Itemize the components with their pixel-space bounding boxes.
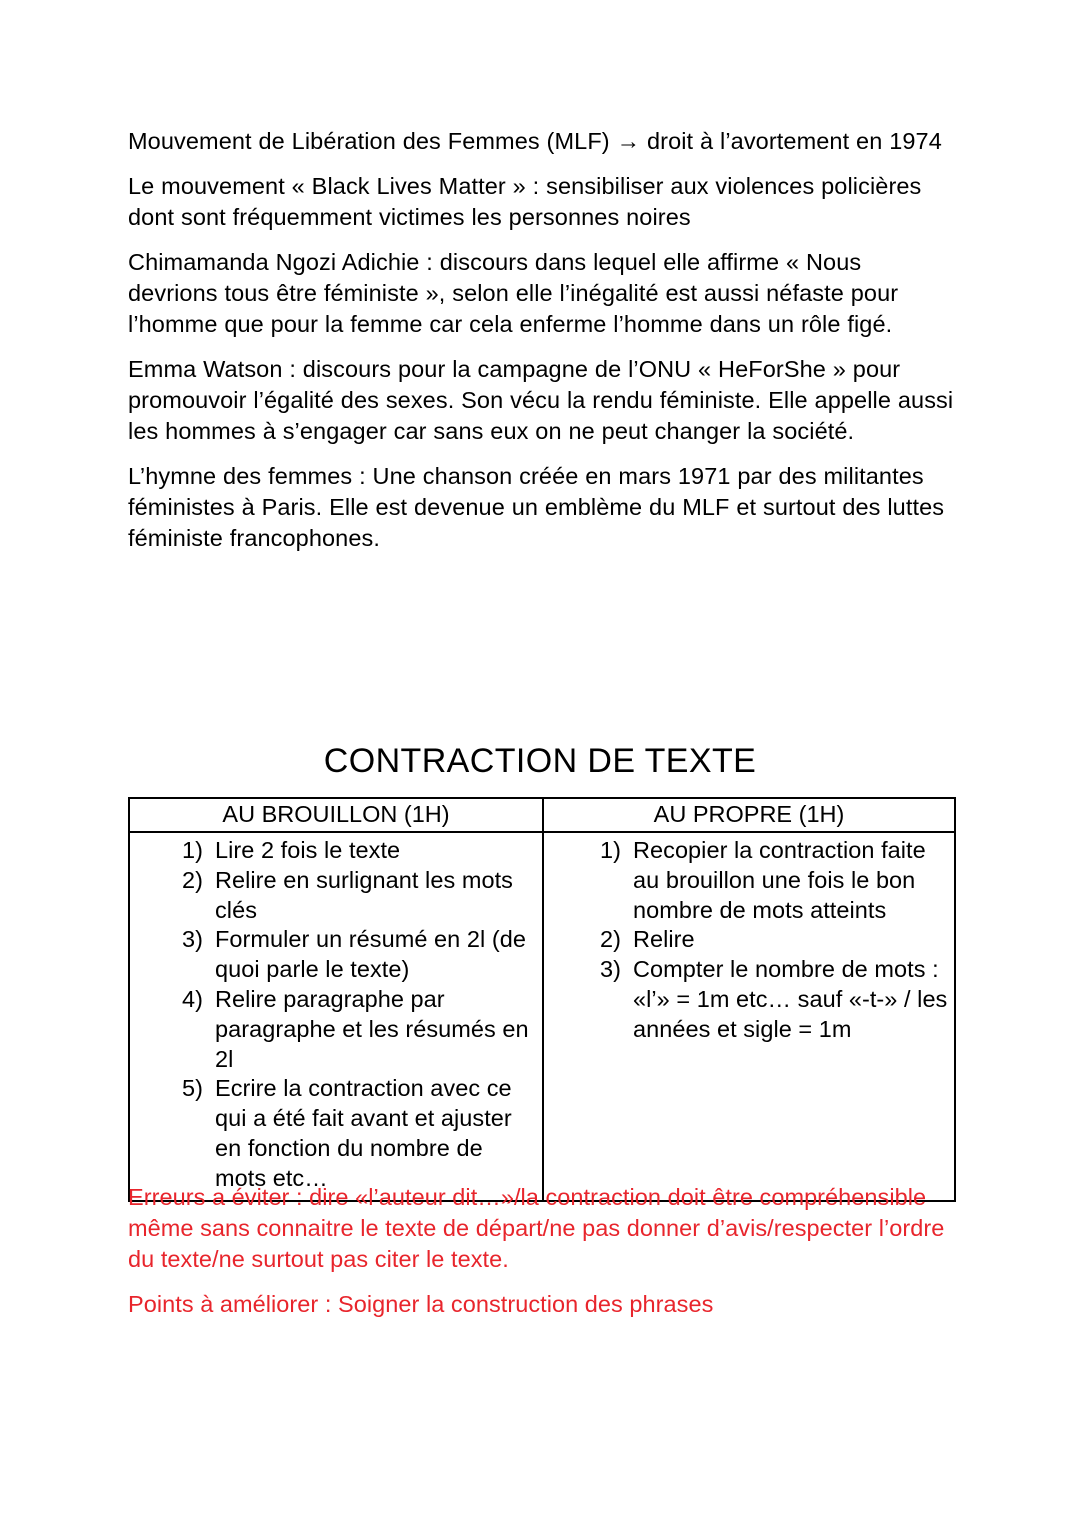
table-row — [129, 832, 955, 1201]
table-cell-brouillon — [129, 832, 543, 1201]
list-item: Lire 2 fois le texte — [215, 837, 401, 863]
points-to-improve-note: Points à améliorer : Soigner la construction des phrases — [128, 1291, 714, 1317]
list-item: Compter le nombre de mots : «l’» = 1m etc… sauf «-t-» / les années et sigle = 1m — [633, 956, 948, 1042]
list-item: Relire — [633, 926, 695, 953]
list-item: Relire paragraphe par paragraphe et les résumés en 2l — [215, 985, 529, 1072]
table-cell-propre — [543, 832, 955, 1201]
note-paragraph: L’hymne des femmes : Une chanson créée en mars 1971 par des militantes féministes à Paris. Elle est devenue un emblème du MLF et surtout des luttes féministe francophones. — [128, 463, 945, 551]
note-paragraph: Mouvement de Libération des Femmes (MLF) → droit à l’avortement en 1974 — [128, 128, 942, 154]
note-paragraph: Le mouvement « Black Lives Matter » : sensibiliser aux violences policières dont sont fréquemment victimes les personnes noires — [128, 173, 922, 230]
list-item: Relire en surlignant les mots clés — [215, 866, 513, 923]
note-paragraph: Emma Watson : discours pour la campagne de l’ONU « HeForShe » pour promouvoir l’égalité des sexes. Son vécu la rendu féministe. Elle appelle aussi les hommes à s’engager car sans eux on ne peut changer la société. — [128, 356, 954, 444]
table-header-row — [129, 798, 955, 832]
red-notes-block — [128, 1182, 956, 1320]
page-title: CONTRACTION DE TEXTE — [323, 742, 757, 780]
propre-steps-container — [544, 833, 954, 1180]
note-paragraph: Chimamanda Ngozi Adichie : discours dans lequel elle affirme « Nous devrions tous être féministe », selon elle l’inégalité est aussi néfaste pour l’homme que pour la femme car cela enferme l’homme dans un rôle figé. — [128, 249, 899, 337]
list-item: Recopier la contraction faite au brouillon une fois le bon nombre de mots atteints — [633, 837, 926, 923]
propre-steps-list — [550, 836, 948, 1045]
list-item: Ecrire la contraction avec ce qui a été fait avant et ajuster en fonction du nombre de mots etc… — [215, 1075, 512, 1191]
table-header-propre: AU PROPRE (1H) — [543, 798, 955, 832]
contraction-table — [128, 797, 956, 1202]
contraction-table-wrapper — [128, 797, 950, 1202]
brouillon-steps-list — [136, 836, 536, 1194]
notes-block — [128, 126, 956, 554]
list-item: Formuler un résumé en 2l (de quoi parle le texte) — [215, 926, 526, 983]
errors-to-avoid-note: Erreurs a éviter : dire «l’auteur dit…»/la contraction doit être compréhensible même sans connaitre le texte de départ/ne pas donner d’avis/respecter l’ordre du texte/ne surtout pas citer le texte. — [128, 1184, 945, 1272]
table-header-brouillon: AU BROUILLON (1H) — [129, 798, 543, 832]
brouillon-steps-container — [130, 833, 542, 1200]
